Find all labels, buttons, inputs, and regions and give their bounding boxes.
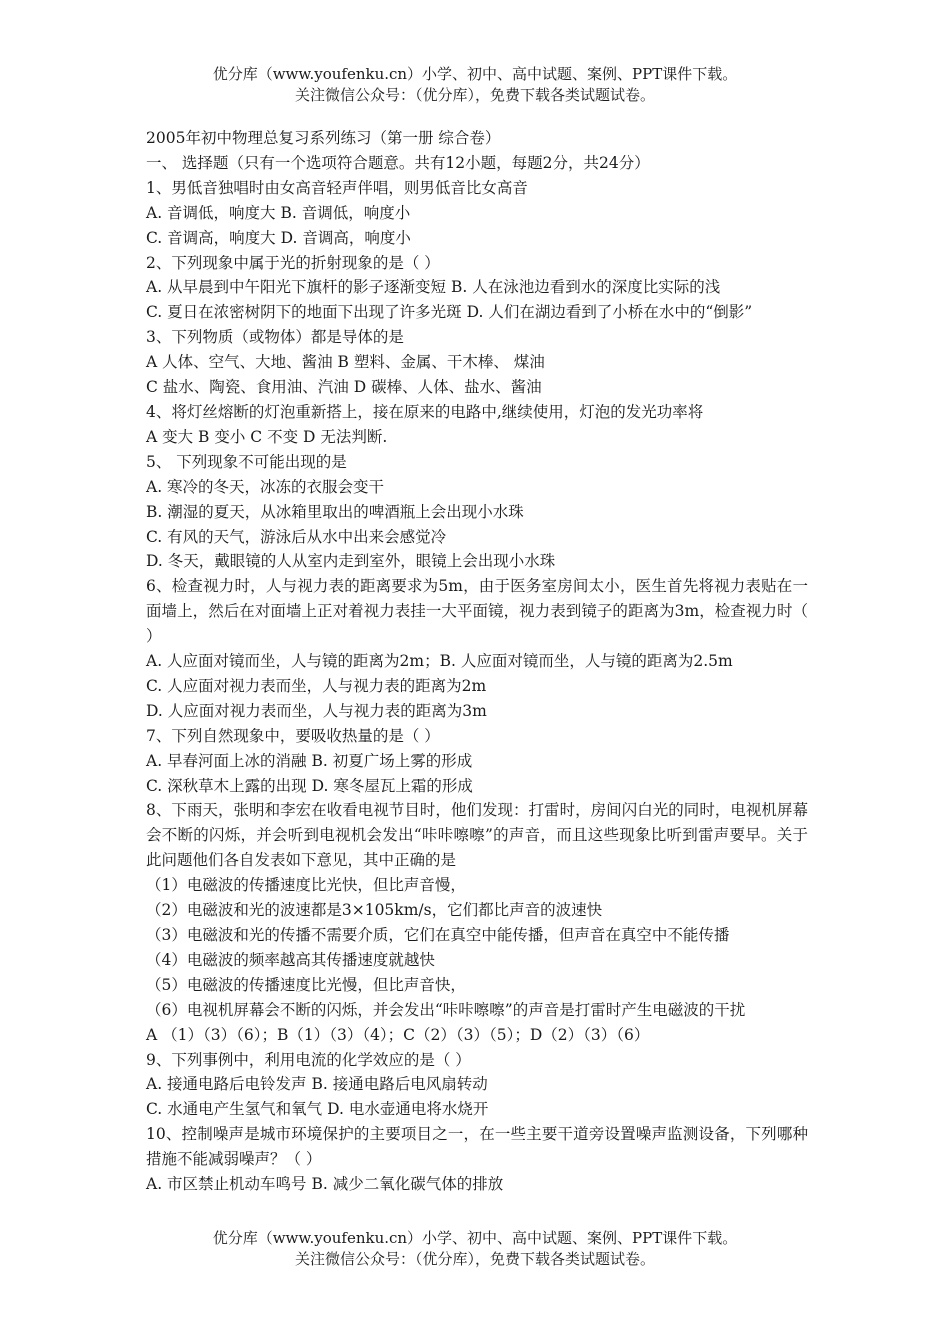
question-8 [146, 798, 808, 1047]
question-option: A 人体、空气、大地、酱油 B 塑料、金属、干木棒、 煤油 [146, 353, 545, 372]
question-option: C. 人应面对视力表而坐，人与视力表的距离为2m [146, 676, 487, 695]
question-option: （1）电磁波的传播速度比光快，但比声音慢， [146, 876, 466, 895]
question-option: A （1）（3）（6）；B（1）（3）（4）；C（2）（3）（5）；D（2）（3）（6） [146, 1025, 650, 1044]
question-option: （5）电磁波的传播速度比光慢，但比声音快， [146, 975, 466, 994]
question-option: （2）电磁波和光的波速都是3×105km/s，它们都比声音的波速快 [146, 901, 603, 920]
question-option: D. 人应面对视力表而坐，人与视力表的距离为3m [146, 701, 487, 720]
question-stem: 5、 下列现象不可能出现的是 [146, 452, 347, 471]
question-option: A. 早春河面上冰的消融 B. 初夏广场上雾的形成 [146, 751, 473, 770]
question-5 [146, 450, 808, 575]
question-9 [146, 1048, 808, 1123]
question-stem: 10、控制噪声是城市环境保护的主要项目之一，在一些主要干道旁设置噪声监测设备，下列哪种措施不能减弱噪声？（ ） [146, 1125, 808, 1169]
question-option: C. 音调高，响度大 D. 音调高，响度小 [146, 228, 411, 247]
question-option: C. 夏日在浓密树阴下的地面下出现了许多光斑 D. 人们在湖边看到了小桥在水中的“倒影” [146, 303, 753, 322]
question-option: A. 接通电路后电铃发声 B. 接通电路后电风扇转动 [146, 1075, 488, 1094]
question-1 [146, 176, 808, 251]
question-option: A. 寒冷的冬天，冰冻的衣服会变干 [146, 477, 385, 496]
question-option: C. 深秋草木上露的出现 D. 寒冬屋瓦上霜的形成 [146, 776, 473, 795]
footer-line-2: 关注微信公众号：（优分库），免费下载各类试题试卷。 [294, 1250, 655, 1268]
question-4 [146, 400, 808, 450]
question-3 [146, 325, 808, 400]
question-option: C. 水通电产生氢气和氧气 D. 电水壶通电将水烧开 [146, 1100, 489, 1119]
section-heading: 一、 选择题（只有一个选项符合题意。共有12小题，每题2分，共24分） [146, 153, 650, 172]
question-stem: 7、下列自然现象中，要吸收热量的是（ ） [146, 726, 440, 745]
question-6 [146, 574, 808, 723]
document-title: 2005年初中物理总复习系列练习（第一册 综合卷） [146, 129, 501, 147]
question-option: A. 市区禁止机动车鸣号 B. 减少二氧化碳气体的排放 [146, 1175, 504, 1194]
question-option: B. 潮湿的夏天，从冰箱里取出的啤酒瓶上会出现小水珠 [146, 502, 524, 521]
page-footer [0, 1228, 950, 1270]
question-stem: 3、下列物质（或物体）都是导体的是 [146, 328, 404, 347]
question-option: C 盐水、陶瓷、食用油、汽油 D 碳棒、人体、盐水、酱油 [146, 378, 542, 397]
question-option: C. 有风的天气，游泳后从水中出来会感觉冷 [146, 527, 447, 546]
header-line-2: 关注微信公众号：（优分库），免费下载各类试题试卷。 [294, 86, 655, 104]
page-header [0, 64, 950, 106]
question-7 [146, 724, 808, 799]
question-stem: 8、下雨天，张明和李宏在收看电视节目时，他们发现：打雷时，房间闪白光的同时，电视机屏幕会不断的闪烁，并会听到电视机会发出“咔咔嚓嚓”的声音，而且这些现象比听到雷声要早。关于此问题他们各自发表如下意见，其中正确的是 [146, 801, 808, 870]
question-stem: 9、下列事例中，利用电流的化学效应的是（ ） [146, 1050, 471, 1069]
question-option: A. 音调低，响度大 B. 音调低，响度小 [146, 203, 411, 222]
question-option: （4）电磁波的频率越高其传播速度就越快 [146, 950, 435, 969]
question-stem: 2、下列现象中属于光的折射现象的是（ ） [146, 253, 440, 272]
question-option: A. 人应面对镜而坐，人与镜的距离为2m；B. 人应面对镜而坐，人与镜的距离为2.5m [146, 652, 733, 671]
question-2 [146, 251, 808, 326]
question-stem: 4、将灯丝熔断的灯泡重新搭上，接在原来的电路中,继续使用，灯泡的发光功率将 [146, 402, 704, 421]
question-option: （6）电视机屏幕会不断的闪烁，并会发出“咔咔嚓嚓”的声音是打雷时产生电磁波的干扰 [146, 1000, 746, 1019]
question-option: A. 从早晨到中午阳光下旗杆的影子逐渐变短 B. 人在泳池边看到水的深度比实际的浅 [146, 278, 721, 297]
header-line-1: 优分库（www.youfenku.cn）小学、初中、高中试题、案例、PPT课件下载。 [212, 65, 738, 83]
question-stem: 6、检查视力时，人与视力表的距离要求为5m，由于医务室房间太小，医生首先将视力表贴在一面墙上，然后在对面墙上正对着视力表挂一大平面镜，视力表到镜子的距离为3m，检查视力时（ ） [146, 577, 808, 646]
footer-line-1: 优分库（www.youfenku.cn）小学、初中、高中试题、案例、PPT课件下载。 [212, 1229, 738, 1247]
question-10 [146, 1122, 808, 1197]
question-option: D. 冬天，戴眼镜的人从室内走到室外，眼镜上会出现小水珠 [146, 552, 556, 571]
document-body [146, 126, 808, 1197]
question-stem: 1、男低音独唱时由女高音轻声伴唱，则男低音比女高音 [146, 178, 528, 197]
question-option: A 变大 B 变小 C 不变 D 无法判断. [146, 427, 388, 446]
question-option: （3）电磁波和光的传播不需要介质，它们在真空中能传播，但声音在真空中不能传播 [146, 926, 730, 944]
